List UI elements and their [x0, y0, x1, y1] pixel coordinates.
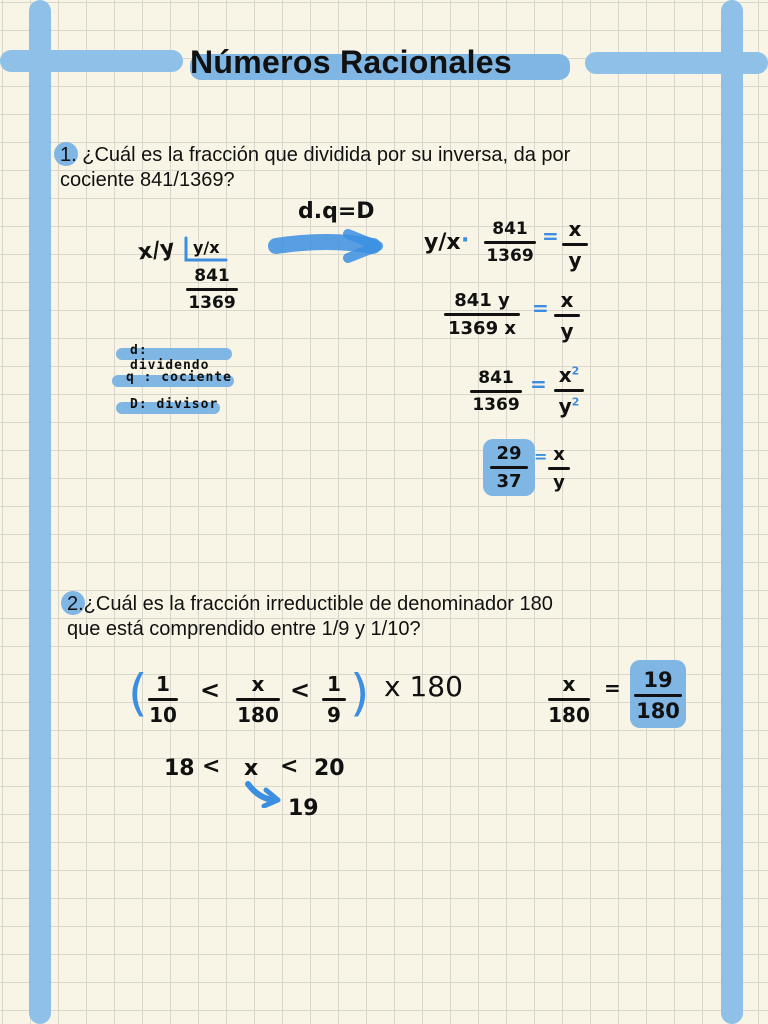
ineq-less-than-1: < [200, 676, 221, 704]
question-1-text-line1: . ¿Cuál es la fracción que dividida por su inversa, da por [71, 144, 571, 166]
step4-fraction-29-37: 29 37 [490, 443, 528, 492]
step3-equals: = [530, 372, 547, 396]
step1-dot: · [461, 228, 470, 253]
arrow-marker-icon [268, 226, 383, 266]
step1-equals: = [542, 224, 559, 248]
page-title: Números Racionales [190, 44, 512, 80]
ineq-less-than-2: < [290, 676, 311, 704]
ineq-fraction-1-9: 1 9 [322, 672, 346, 727]
legend-dividendo: d: dividendo [116, 348, 232, 360]
step1-fraction-x-y: x y [562, 217, 588, 272]
step1-fraction-841-1369: 841 1369 [484, 219, 536, 266]
range-less-than-2: < [280, 754, 299, 779]
ineq-fraction-1-10: 1 10 [149, 672, 177, 727]
open-paren: ( [128, 664, 148, 722]
question-2-number: 2 [67, 593, 79, 615]
right-margin-band [721, 0, 743, 1024]
question-1-number: 1 [60, 144, 72, 166]
formula-dqD: d.q=D [298, 199, 375, 224]
title-band-left [0, 50, 183, 72]
answer-fraction-19-180: 19 180 [634, 668, 682, 723]
result-value-19: 19 [288, 796, 319, 821]
range-var-x: x [244, 756, 259, 781]
multiplier-x180: x 180 [384, 670, 463, 703]
legend-cociente: q : cociente [112, 375, 234, 387]
answer-fraction-x-180: x 180 [548, 672, 590, 727]
question-2 [67, 592, 553, 642]
step1-y-over-x: y/x [424, 230, 461, 255]
range-low: 18 [164, 756, 195, 781]
question-1 [60, 143, 570, 193]
left-quotient-fraction: 841 1369 [186, 266, 238, 313]
range-less-than-1: < [202, 754, 221, 779]
step4-equals: = [534, 447, 548, 466]
left-margin-band [29, 0, 51, 1024]
range-high: 20 [314, 756, 345, 781]
step3-fraction-841-1369: 841 1369 [470, 368, 522, 415]
question-2-text-line1: .¿Cuál es la fracción irreductible de denominador 180 [78, 593, 553, 615]
question-2-text-line2: que está comprendido entre 1/9 y 1/10? [67, 618, 421, 640]
step2-fraction-x-y: x y [554, 288, 580, 343]
ineq-fraction-x-180: x 180 [237, 672, 279, 727]
step2-equals: = [532, 296, 549, 320]
result-arrow-icon [240, 778, 284, 808]
close-paren: ) [350, 664, 370, 722]
left-fraction-x-over-y: x/y [136, 235, 177, 266]
step3-fraction-x2-y2: $x^2$ $y^2$ [554, 363, 584, 418]
title-band-right [585, 52, 768, 74]
step2-fraction-841y-1369x: 841 y 1369 x [444, 290, 520, 339]
legend-divisor: D: divisor [116, 402, 220, 414]
question-1-text-line2: cociente 841/1369? [60, 169, 235, 191]
bracket-fraction-y-over-x: y/x [193, 238, 220, 257]
step4-fraction-x-y: x y [548, 444, 570, 493]
answer-equals: = [604, 676, 621, 700]
